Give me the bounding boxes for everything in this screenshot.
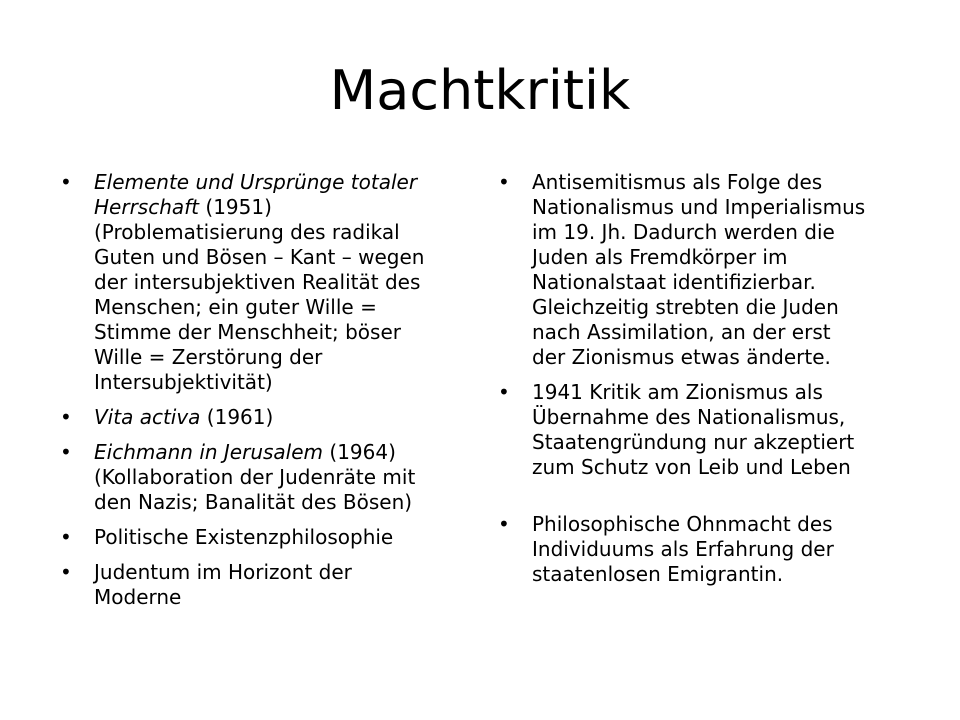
item-text: Judentum im Horizont der Moderne	[94, 560, 352, 609]
list-item	[498, 170, 870, 370]
item-text: Politische Existenzphilosophie	[94, 525, 394, 549]
item-text: 1941 Kritik am Zionismus als Übernahme des Nationalismus, Staatengründung nur akzeptiert zum Schutz von Leib und Leben	[532, 380, 855, 479]
list-item	[498, 512, 870, 587]
list-item	[60, 440, 432, 515]
bullet-icon: •	[498, 512, 510, 536]
item-text: (1951) (Problematisierung des radikal Guten und Bösen – Kant – wegen der intersubjektiven Realität des Menschen; ein guter Wille = Stimme der Menschheit; böser Wille = Zerstörung der Intersubjektivität)	[94, 195, 425, 394]
list-item	[60, 560, 432, 610]
work-title: Vita activa	[94, 405, 201, 429]
list-item	[60, 525, 432, 550]
bullet-icon: •	[60, 405, 72, 429]
work-title: Elemente und Ursprünge totaler Herrschaft	[94, 170, 418, 219]
bullet-icon: •	[498, 170, 510, 194]
slide-title: Machtkritik	[329, 59, 631, 122]
item-text: Philosophische Ohnmacht des Individuums als Erfahrung der staatenlosen Emigrantin.	[532, 512, 834, 586]
item-text: (1961)	[200, 405, 274, 429]
work-title: Eichmann in Jerusalem	[94, 440, 324, 464]
list-item	[60, 405, 432, 430]
item-text: (1964) (Kollaboration der Judenräte mit den Nazis; Banalität des Bösen)	[94, 440, 416, 514]
list-item	[498, 380, 870, 480]
left-bullet-list	[60, 170, 432, 620]
bullet-icon: •	[60, 525, 72, 549]
list-item	[60, 170, 432, 395]
bullet-icon: •	[498, 380, 510, 404]
bullet-icon: •	[60, 560, 72, 584]
right-bullet-list	[498, 170, 870, 597]
bullet-icon: •	[60, 170, 72, 194]
bullet-icon: •	[60, 440, 72, 464]
item-text: Antisemitismus als Folge des Nationalismus und Imperialismus im 19. Jh. Dadurch werden die Juden als Fremdkörper im Nationalstaat identifizierbar. Gleichzeitig strebten die Juden nach Assimilation, an der erst der Zionismus etwas änderte.	[532, 170, 866, 369]
